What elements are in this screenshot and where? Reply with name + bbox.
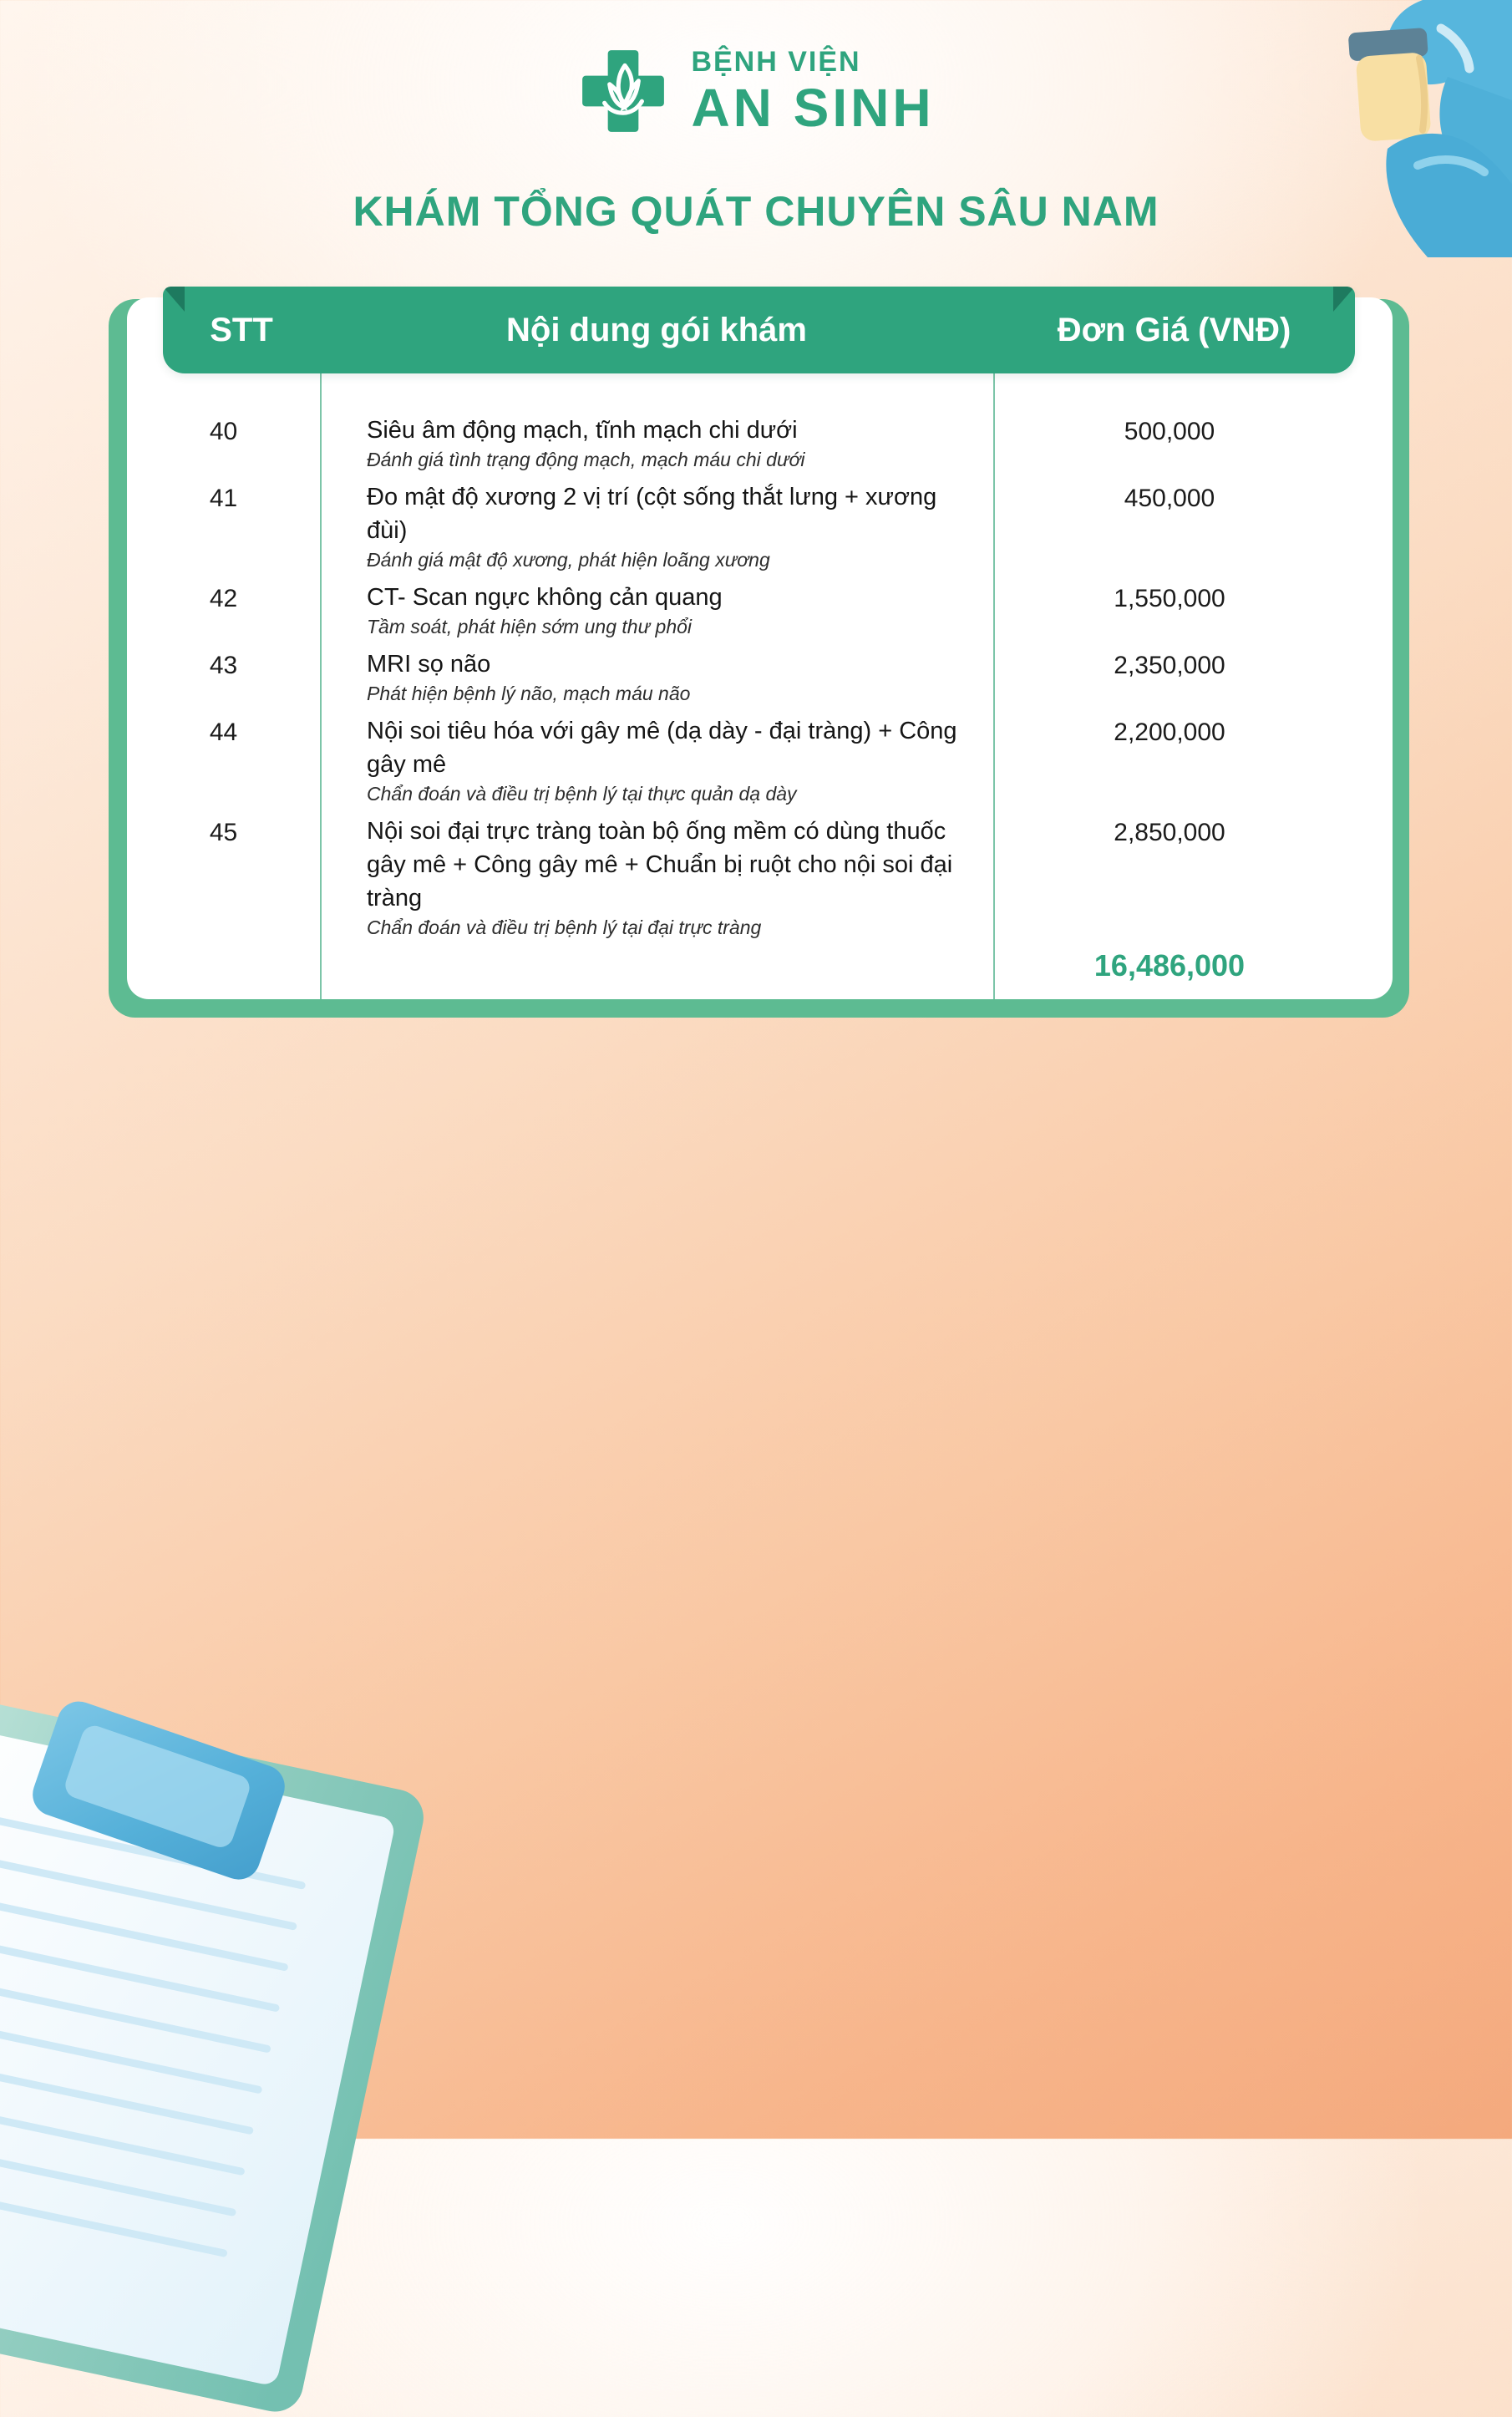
- service-name: Nội soi đại trực tràng toàn bộ ống mềm có dùng thuốc gây mê + Công gây mê + Chuẩn bị ruột cho nội soi đại tràng: [367, 818, 953, 911]
- service-price: 2,350,000: [1114, 652, 1225, 679]
- service-price: 2,850,000: [1114, 819, 1225, 846]
- service-description: Chẩn đoán và điều trị bệnh lý tại đại trực tràng: [367, 917, 762, 938]
- service-price: 500,000: [1124, 418, 1215, 445]
- table-header-ribbon: [163, 287, 1355, 373]
- row-content: [320, 414, 993, 473]
- service-name: Đo mật độ xương 2 vị trí (cột sống thắt lưng + xương đùi): [367, 484, 937, 544]
- service-name: CT- Scan ngực không cản quang: [367, 584, 723, 611]
- service-name: Nội soi tiêu hóa với gây mê (dạ dày - đại tràng) + Công gây mê: [367, 718, 957, 778]
- total-amount: 16,486,000: [1093, 948, 1246, 983]
- row-content: [320, 815, 993, 941]
- service-name: Siêu âm động mạch, tĩnh mạch chi dưới: [367, 417, 798, 444]
- service-description: Đánh giá tình trạng động mạch, mạch máu chi dưới: [367, 449, 805, 470]
- service-name: MRI sọ não: [367, 651, 491, 678]
- row-number: 43: [209, 652, 238, 679]
- row-number: 44: [209, 718, 238, 746]
- row-number: 41: [209, 485, 238, 512]
- service-description: Đánh giá mật độ xương, phát hiện loãng xương: [367, 549, 770, 571]
- table-row: [127, 647, 1393, 707]
- page-title: KHÁM TỔNG QUÁT CHUYÊN SÂU NAM: [353, 188, 1159, 235]
- table-rows: [127, 373, 1393, 983]
- column-divider-left: [320, 373, 322, 999]
- table-row: [127, 581, 1393, 640]
- column-header-content: Nội dung gói khám: [506, 311, 807, 348]
- clipboard-illustration: [0, 1688, 429, 2417]
- row-number: 42: [209, 585, 238, 612]
- row-number: 45: [209, 819, 238, 846]
- hospital-name-line2: AN SINH: [691, 78, 935, 138]
- hospital-name: [691, 46, 935, 138]
- column-header-price: Đơn Giá (VNĐ): [1057, 311, 1291, 348]
- row-content: [320, 480, 993, 573]
- service-description: Chẩn đoán và điều trị bệnh lý tại thực quản dạ dày: [367, 783, 797, 805]
- table-row: [127, 414, 1393, 473]
- column-header-stt: STT: [210, 311, 273, 348]
- row-content: [320, 581, 993, 640]
- row-content: [320, 714, 993, 807]
- table-row: [127, 815, 1393, 941]
- row-content: [320, 647, 993, 707]
- table-row: [127, 714, 1393, 807]
- hospital-logo: [0, 45, 1512, 137]
- service-description: Phát hiện bệnh lý não, mạch máu não: [367, 683, 691, 704]
- table-row: [127, 480, 1393, 573]
- service-price: 2,200,000: [1114, 718, 1225, 746]
- service-price: 450,000: [1124, 485, 1215, 512]
- service-price: 1,550,000: [1114, 585, 1225, 612]
- service-description: Tầm soát, phát hiện sớm ung thư phổi: [367, 616, 693, 637]
- logo-cross-icon: [577, 45, 669, 137]
- column-divider-right: [993, 373, 995, 999]
- row-number: 40: [209, 418, 238, 445]
- total-row: [127, 948, 1393, 983]
- hospital-name-line1: BỆNH VIỆN: [691, 46, 861, 78]
